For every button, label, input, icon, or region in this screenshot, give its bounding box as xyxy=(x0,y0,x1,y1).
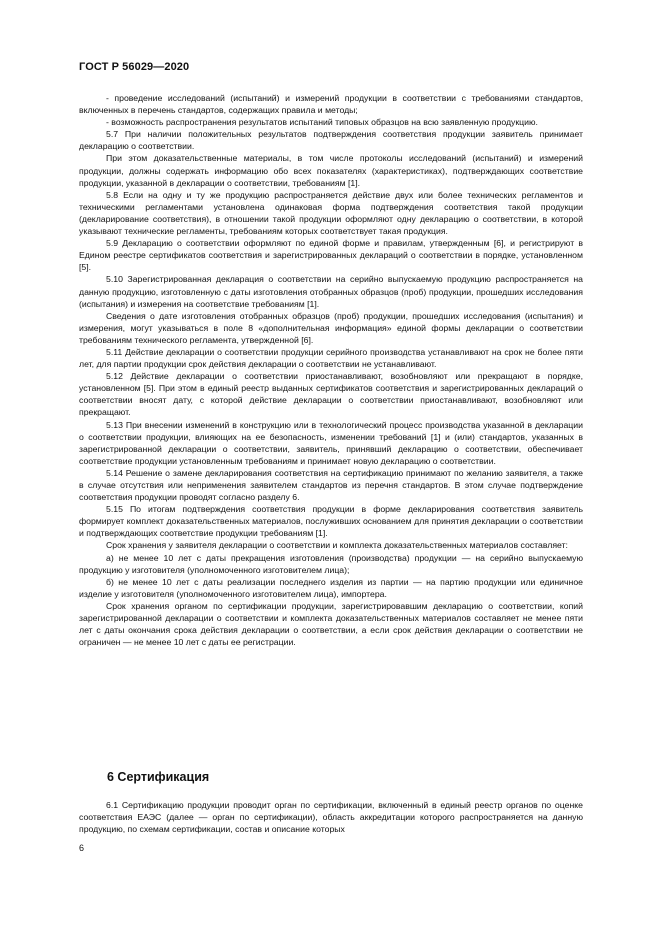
document-body xyxy=(79,92,583,648)
section-body xyxy=(79,799,583,835)
page-number: 6 xyxy=(79,843,85,853)
paragraph: 5.12 Действие декларации о соответствии приостанавливают, возобновляют или прекращают в порядке, установленном [5]. При этом в единый реестр выданных сертификатов соответствия и зарегистрированных деклараций о соответствии вносят дату, с которой действие декларации о соответствии приостанавливают, возобновляют или прекращают. xyxy=(79,371,583,418)
paragraph: - проведение исследований (испытаний) и измерений продукции в соответствии с требованиями стандартов, включенных в перечень стандартов, содержащих правила и методы; xyxy=(79,93,583,116)
section-title: 6 Сертификация xyxy=(107,770,210,784)
paragraph: 5.11 Действие декларации о соответствии продукции серийного производства устанавливают на срок не более пяти лет, для партии продукции срок действия декларации о соответствии не устанавливают. xyxy=(79,346,583,370)
paragraph: 6.1 Сертификацию продукции проводит орган по сертификации, включенный в единый реестр органов по оценке соответствия ЕАЭС (далее — орган по сертификации), область аккредитации которого распространяется на данную продукцию, по схемам сертификации, состав и описание которых xyxy=(79,800,583,835)
paragraph: 5.9 Декларацию о соответствии оформляют по единой форме и правилам, утвержденным [6], и регистрируют в Едином реестре сертификатов соответствия и зарегистрированных деклараций о соответствии в порядке, установленном [5]. xyxy=(79,238,583,273)
paragraph: 5.14 Решение о замене декларирования соответствия на сертификацию принимают по желанию заявителя, а также в случае отсутствия или неприменения заявителем стандартов из перечня стандартов. В этом случае подтверждение соответствия продукции проводят согласно разделу 6. xyxy=(79,467,583,503)
paragraph: Сведения о дате изготовления отобранных образцов (проб) продукции, прошедших исследования (испытания) и измерения, могут указываться в поле 8 «дополнительная информация» единой формы декларации о соответствии требованиям технического регламента, утвержденной [6]. xyxy=(79,310,583,345)
paragraph: При этом доказательственные материалы, в том числе протоколы исследований (испытаний) и измерений продукции, должны содержать информацию обо всех показателях (характеристиках), подтверждающих соответствие продукции, указанной в декларации о соответствии, требованиям [1]. xyxy=(79,153,583,188)
paragraph: б) не менее 10 лет с даты реализации последнего изделия из партии — на партию продукции или единичное изделие у изготовителя (уполномоченного изготовителем лица), импортера. xyxy=(79,576,583,599)
paragraph: Срок хранения у заявителя декларации о соответствии и комплекта доказательственных материалов составляет: xyxy=(106,540,568,551)
paragraph: 5.13 При внесении изменений в конструкцию или в технологический процесс производства указанной в декларации о соответствии продукции, влияющих на ее безопасность, изменении требований [1] и (или) стандартов, указанных в зарегистрированной декларации о соответствии, заявитель, принявший декларацию о соответствии, обеспечивает соответствие продукции установленным требованиям и принимает новую декларацию о соответствии. xyxy=(79,419,583,466)
paragraph: 5.8 Если на одну и ту же продукцию распространяется действие двух или более технических регламентов и техническими регламентами установлена одинаковая форма подтверждения соответствия такой продукции (декларирование соответствия), в отношении такой продукции оформляют одну декларацию о соответствии, в которой указывают технические регламенты, требованиям которых соответствует такая продукция. xyxy=(79,189,583,237)
document-header: ГОСТ Р 56029—2020 xyxy=(79,61,190,73)
paragraph: 5.10 Зарегистрированная декларация о соответствии на серийно выпускаемую продукцию распространяется на данную продукцию, изготовленную с даты изготовления отобранных образцов (проб) продукции, прошедших исследования (испытания) и измерения на соответствие требованиям [1]. xyxy=(79,274,583,309)
paragraph: Срок хранения органом по сертификации продукции, зарегистрировавшим декларацию о соответствии, копий зарегистрированной декларации о соответствии и комплекта доказательственных материалов составляет не менее пяти лет с даты окончания срока действия декларации о соответствии, а если срок действия декларации о соответствии не ограничен — не менее 10 лет с даты ее регистрации. xyxy=(79,600,583,648)
paragraph: а) не менее 10 лет с даты прекращения изготовления (производства) продукции — на серийно выпускаемую продукцию у изготовителя (уполномоченного изготовителем лица); xyxy=(79,552,583,575)
paragraph: 5.7 При наличии положительных результатов подтверждения соответствия продукции заявитель принимает декларацию о соответствии. xyxy=(79,129,583,152)
paragraph: 5.15 По итогам подтверждения соответствия продукции в форме декларирования соответствия заявитель формирует комплект доказательственных материалов, послуживших основанием для принятия декларации о соответствии и подтверждающих соответствие продукции требованиям [1]. xyxy=(79,504,583,539)
paragraph: - возможность распространения результатов испытаний типовых образцов на всю заявленную продукцию. xyxy=(106,117,538,128)
